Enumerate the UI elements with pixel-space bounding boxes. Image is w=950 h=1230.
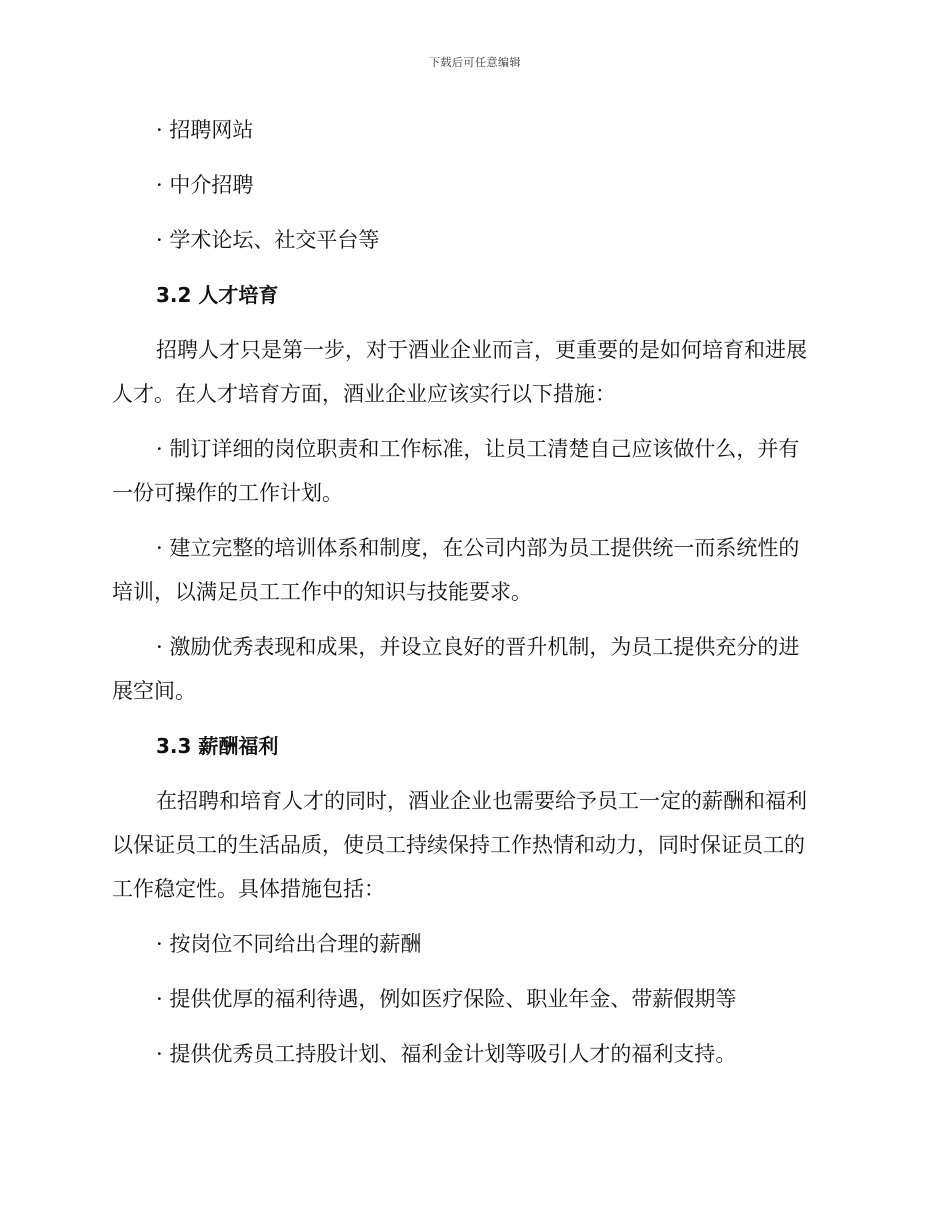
list-item-recruit-website: · 招聘网站 [156, 118, 254, 142]
paragraph-line: 人才。在人才培育方面，酒业企业应该实行以下措施： [112, 382, 616, 406]
list-item-stock-plan: · 提供优秀员工持股计划、福利金计划等吸引人才的福利支持。 [156, 1042, 737, 1066]
list-item-training-system: · 建立完整的培训体系和制度，在公司内部为员工提供统一而系统性的 [156, 536, 800, 560]
list-item-training-system-cont: 培训，以满足员工工作中的知识与技能要求。 [112, 580, 532, 604]
list-item-agency-recruit: · 中介招聘 [156, 173, 254, 197]
paragraph-line: 招聘人才只是第一步，对于酒业企业而言，更重要的是如何培育和进展 [156, 338, 807, 362]
list-item-academic-social: · 学术论坛、社交平台等 [156, 228, 380, 252]
paragraph-line: 工作稳定性。具体措施包括： [112, 877, 385, 901]
list-item-job-duties: · 制订详细的岗位职责和工作标准，让员工清楚自己应该做什么，并有 [156, 437, 800, 461]
list-item-incentives: · 激励优秀表现和成果，并设立良好的晋升机制，为员工提供充分的进 [156, 635, 800, 659]
list-item-benefits: · 提供优厚的福利待遇，例如医疗保险、职业年金、带薪假期等 [156, 987, 737, 1011]
list-item-incentives-cont: 展空间。 [112, 679, 196, 703]
section-heading-compensation: 3.3 薪酬福利 [156, 734, 279, 758]
document-body [112, 108, 832, 1076]
page-header-note: 下载后可任意编辑 [429, 56, 521, 69]
section-heading-talent-cultivation: 3.2 人才培育 [156, 283, 279, 307]
paragraph-line: 以保证员工的生活品质，使员工持续保持工作热情和动力，同时保证员工的 [112, 833, 805, 857]
list-item-job-duties-cont: 一份可操作的工作计划。 [112, 481, 343, 505]
list-item-salary: · 按岗位不同给出合理的薪酬 [156, 932, 422, 956]
paragraph-line: 在招聘和培育人才的同时，酒业企业也需要给予员工一定的薪酬和福利 [156, 789, 807, 813]
